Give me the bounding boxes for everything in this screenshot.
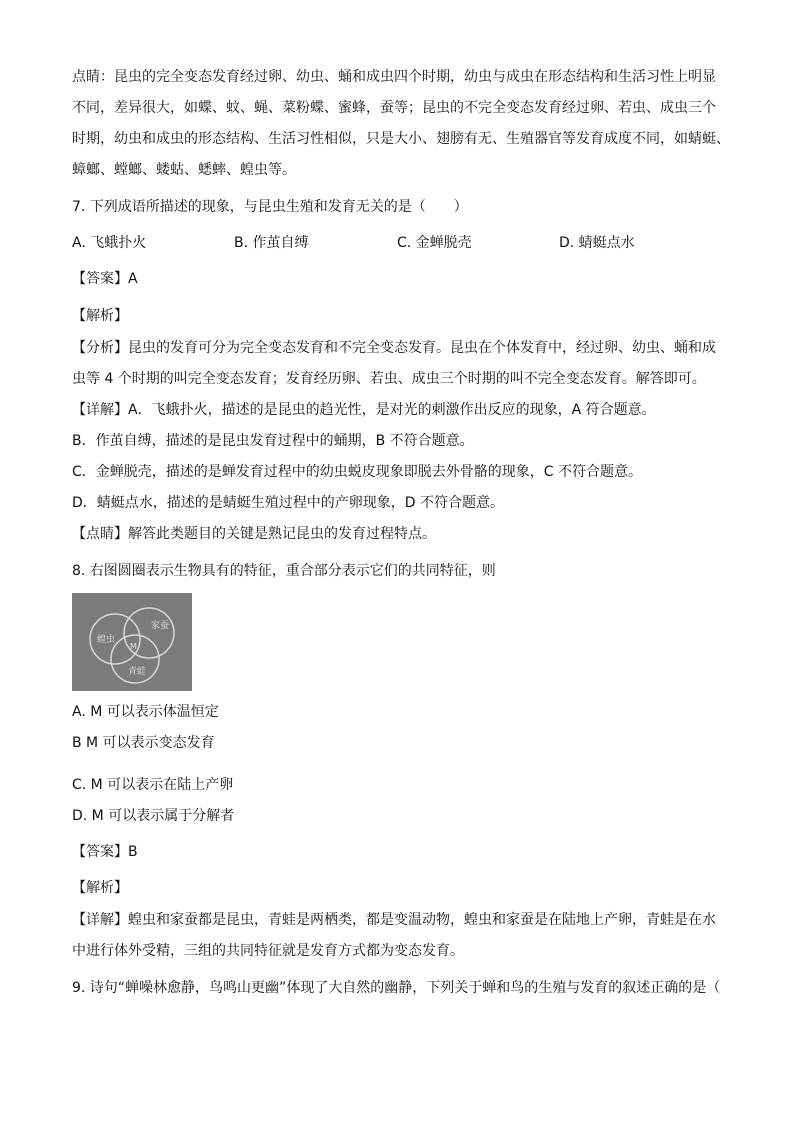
- q7-analysis-line-2: 虫等 4 个时期的叫完全变态发育；发育经历卵、若虫、成虫三个时期的叫不完全变态发育。解答即可。: [72, 371, 706, 387]
- venn-label-right: 家蚕: [151, 621, 170, 631]
- venn-diagram-image: [72, 593, 192, 691]
- q8-option-d: D. M 可以表示属于分解者: [72, 808, 235, 824]
- q8-detail-line-2: 中进行体外受精，三组的共同特征就是发育方式都为变态发育。: [72, 943, 464, 959]
- q7-detail-d: D．蜻蜓点水，描述的是蜻蜓生殖过程中的产卵现象，D 不符合题意。: [72, 495, 505, 511]
- explanation-line-2: 不同，差异很大，如蝶、蚊、蝇、菜粉蝶、蜜蜂，蚕等；昆虫的不完全变态发育经过卵、若虫、成虫三个: [72, 100, 716, 116]
- q7-detail-a: 【详解】A．飞蛾扑火，描述的是昆虫的趋光性，是对光的刺激作出反应的现象，A 符合题意。: [72, 402, 656, 418]
- q7-analysis-line-1: 【分析】昆虫的发育可分为完全变态发育和不完全变态发育。昆虫在个体发育中，经过卵、幼虫、蛹和成: [72, 340, 716, 356]
- q7-option-c: C. 金蝉脱壳: [397, 235, 472, 251]
- q8-option-b: B M 可以表示变态发育: [72, 735, 215, 751]
- question-9: 9. 诗句“蝉噪林愈静，鸟鸣山更幽”体现了大自然的幽静，下列关于蝉和鸟的生殖与发育的叙述正确的是（: [72, 980, 721, 996]
- venn-label-left: 蝗虫: [97, 635, 116, 645]
- q7-option-d: D. 蜻蜓点水: [559, 235, 635, 251]
- q7-option-a: A. 飞蛾扑火: [72, 235, 147, 251]
- q7-option-b: B. 作茧自缚: [234, 235, 309, 251]
- explanation-line-4: 蟑螂、螳螂、蝼蛄、蟋蟀、蝗虫等。: [72, 162, 296, 178]
- q8-analysis-label: 【解析】: [72, 880, 128, 896]
- q8-option-c: C. M 可以表示在陆上产卵: [72, 777, 234, 793]
- venn-label-bottom: 青蛙: [128, 667, 147, 677]
- venn-diagram: [72, 593, 192, 691]
- q7-analysis-label: 【解析】: [72, 308, 128, 324]
- q7-tip: 【点睛】解答此类题目的关键是熟记昆虫的发育过程特点。: [72, 526, 436, 542]
- explanation-line-1: 点睛：昆虫的完全变态发育经过卵、幼虫、蛹和成虫四个时期，幼虫与成虫在形态结构和生活习性上明显: [72, 69, 716, 85]
- explanation-line-3: 时期，幼虫和成虫的形态结构、生活习性相似，只是大小、翅膀有无、生殖器官等发育成度不同，如蜻蜓、: [72, 131, 730, 147]
- q7-detail-c: C．金蝉脱壳，描述的是蝉发育过程中的幼虫蜕皮现象即脱去外骨骼的现象，C 不符合题意。: [72, 464, 642, 480]
- question-8: 8. 右图圆圈表示生物具有的特征，重合部分表示它们的共同特征，则: [72, 563, 496, 579]
- q7-detail-b: B．作茧自缚，描述的是昆虫发育过程中的蛹期，B 不符合题意。: [72, 433, 474, 449]
- venn-label-center: M: [130, 642, 137, 651]
- q8-detail-line-1: 【详解】蝗虫和家蚕都是昆虫，青蛙是两栖类，都是变温动物，蝗虫和家蚕是在陆地上产卵，青蛙是在水: [72, 912, 716, 928]
- q7-answer: 【答案】A: [72, 271, 138, 287]
- q8-option-a: A. M 可以表示体温恒定: [72, 704, 219, 720]
- question-7: 7. 下列成语所描述的现象，与昆虫生殖和发育无关的是（ ）: [72, 199, 468, 215]
- q8-answer: 【答案】B: [72, 844, 138, 860]
